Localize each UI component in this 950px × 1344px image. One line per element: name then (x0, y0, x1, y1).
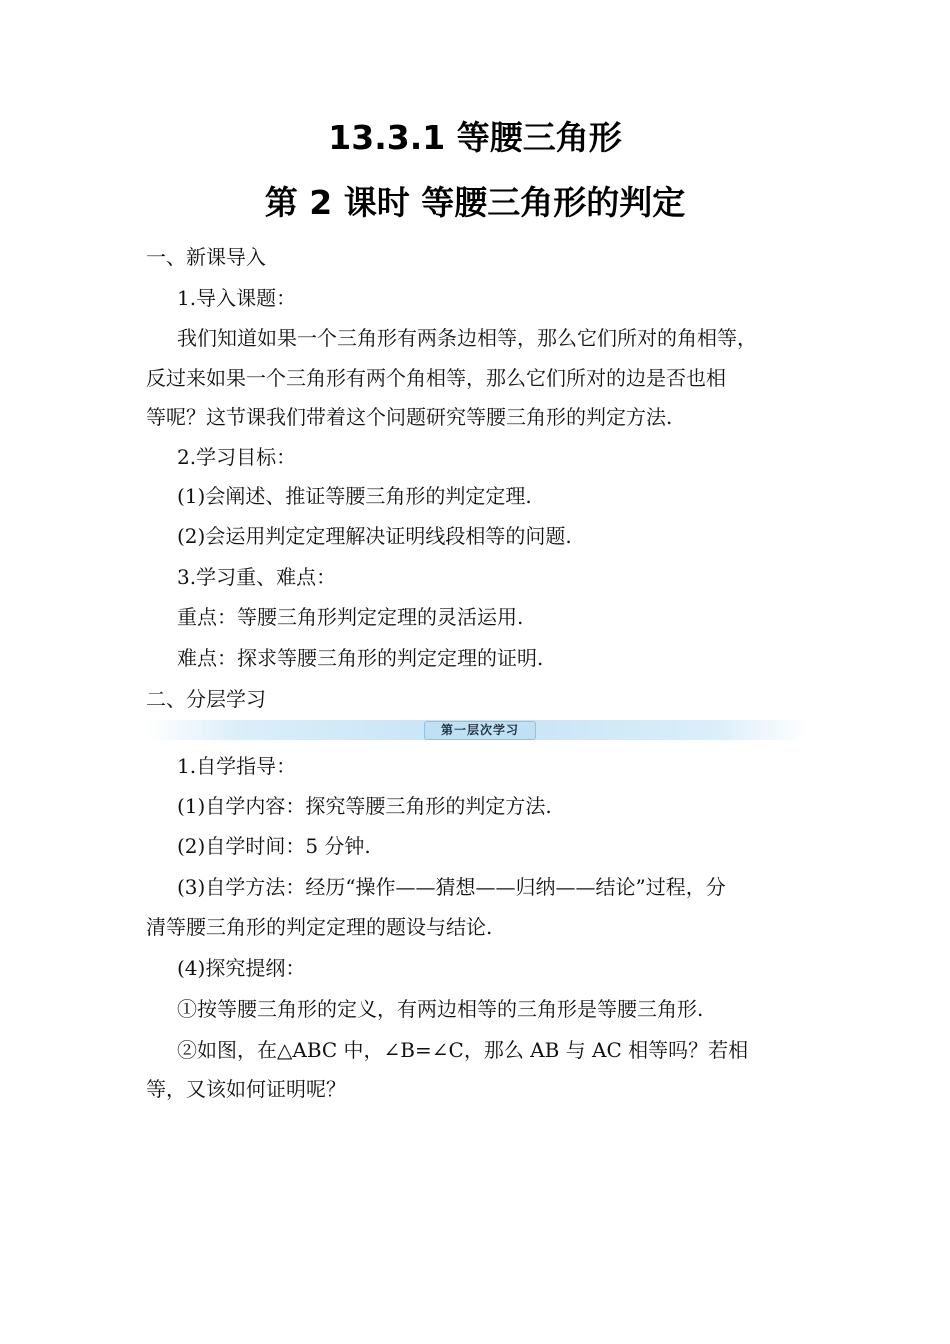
paragraph-line: 我们知道如果一个三角形有两条边相等，那么它们所对的角相等， (177, 326, 757, 350)
item-heading-keypoints: 3.学习重、难点： (177, 565, 337, 589)
guide-item: (4)探究提纲： (177, 956, 306, 980)
outline-item: ②如图，在△ABC 中，∠B=∠C，那么 AB 与 AC 相等吗？若相 (177, 1038, 749, 1062)
level-banner (146, 720, 808, 740)
goal-item: (2)会运用判定定理解决证明线段相等的问题. (177, 524, 572, 548)
level-banner-label: 第一层次学习 (424, 721, 536, 740)
page-title: 13.3.1 等腰三角形 (328, 118, 622, 157)
guide-item: (3)自学方法：经历“操作——猜想——归纳——结论”过程，分 (177, 875, 726, 899)
paragraph-line: 反过来如果一个三角形有两个角相等，那么它们所对的边是否也相 (146, 366, 726, 390)
paragraph-line: 等呢？这节课我们带着这个问题研究等腰三角形的判定方法. (146, 405, 673, 429)
outline-item: ①按等腰三角形的定义，有两边相等的三角形是等腰三角形. (177, 997, 704, 1021)
keypoint-item: 重点：等腰三角形判定定理的灵活运用. (177, 605, 524, 629)
section-heading-intro: 一、新课导入 (146, 245, 266, 269)
item-heading-goals: 2.学习目标： (177, 445, 297, 469)
item-heading-topic: 1.导入课题： (177, 286, 297, 310)
section-heading-layered: 二、分层学习 (146, 687, 266, 711)
paragraph-line: 等，又该如何证明呢？ (146, 1077, 346, 1101)
goal-item: (1)会阐述、推证等腰三角形的判定定理. (177, 484, 532, 508)
guide-item: (1)自学内容：探究等腰三角形的判定方法. (177, 794, 552, 818)
page-subtitle: 第 2 课时 等腰三角形的判定 (264, 183, 686, 222)
item-heading-guide: 1.自学指导： (177, 754, 297, 778)
paragraph-line: 清等腰三角形的判定定理的题设与结论. (146, 915, 493, 939)
guide-item: (2)自学时间：5 分钟. (177, 834, 371, 858)
keypoint-item: 难点：探求等腰三角形的判定定理的证明. (177, 646, 544, 670)
